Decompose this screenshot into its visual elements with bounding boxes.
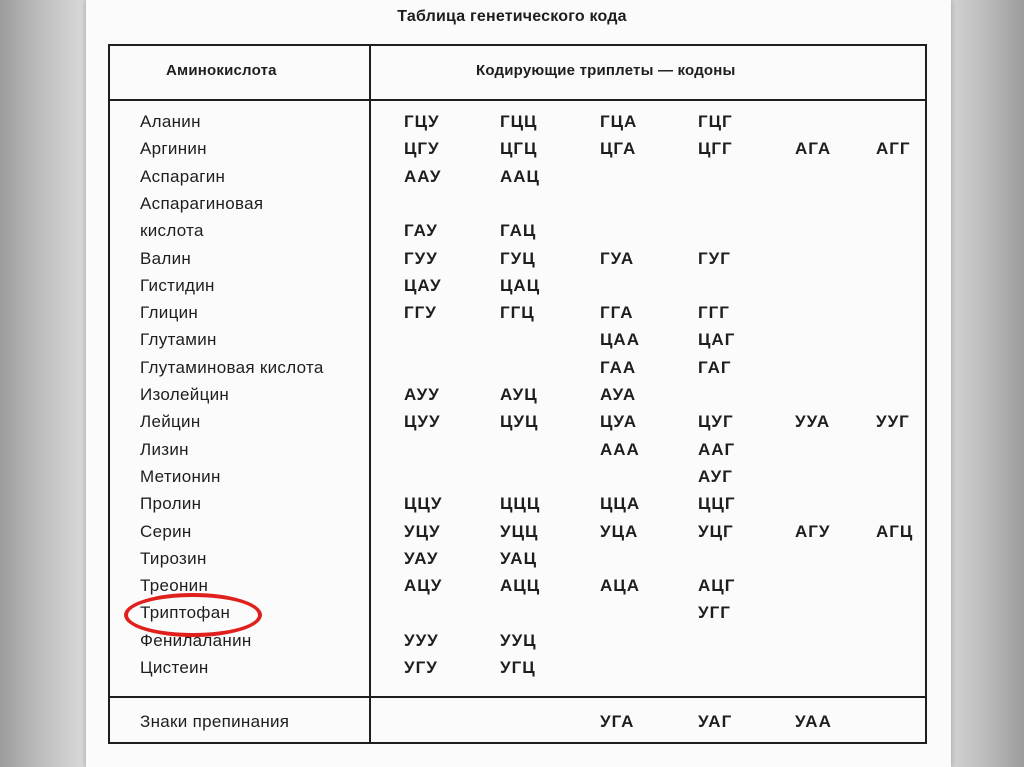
amino-acid-name: Глутаминовая кислота [140,357,324,377]
codon-cell: УУУ [404,630,439,650]
codon-cell: УЦГ [698,521,734,541]
codon-cell: ГАА [600,357,637,377]
codon-cell: ЦГГ [698,139,733,159]
codon-cell: ГГА [600,303,634,323]
stop-codon-cell: УАГ [698,712,733,731]
codon-cell: ГЦА [600,112,638,131]
amino-acid-name: Лизин [140,439,189,459]
codon-cell: АУЦ [500,385,538,404]
table-row [0,572,1024,599]
codon-cell: АЦГ [698,576,736,596]
codon-cell: ГЦЦ [500,112,538,131]
amino-acid-name: Глицин [140,303,199,323]
codon-cell: УУГ [876,412,910,432]
stop-codon-cell: УГА [600,712,635,731]
codon-cell: УУЦ [500,630,537,650]
codon-cell: ГЦГ [698,112,733,131]
codon-cell: АГА [795,139,832,159]
codon-cell: УГУ [404,658,438,677]
amino-acid-name: Цистеин [140,658,209,677]
codon-cell: АЦЦ [500,576,541,596]
codon-cell: УГЦ [500,658,536,677]
table-row [0,108,1024,135]
codon-cell: ААА [600,439,640,459]
codon-cell: ГУА [600,248,635,268]
codon-cell: ЦУЦ [500,412,539,432]
punctuation-label: Знаки препинания [140,712,290,731]
codon-cell: ГУУ [404,248,438,268]
codon-cell: УЦЦ [500,521,539,541]
codon-cell: ЦАА [600,330,640,350]
codon-cell: АГГ [876,139,911,159]
amino-acid-name: Пролин [140,494,202,514]
codon-cell: УЦА [600,521,639,541]
codon-cell: ЦАЦ [500,275,541,295]
amino-acid-name: Тирозин [140,548,207,568]
codon-cell: УАЦ [500,548,537,568]
amino-acid-name: Метионин [140,466,221,486]
punctuation-row [0,708,1024,735]
codon-cell: АУГ [698,466,733,486]
amino-acid-name: Аланин [140,112,201,131]
table-row [0,436,1024,463]
amino-acid-name: Треонин [140,576,209,596]
codon-cell: АУА [600,385,637,404]
amino-acid-name: Триптофан [140,603,231,623]
amino-acid-name: Аргинин [140,139,207,159]
highlight-circle [124,593,262,637]
table-row [0,518,1024,545]
codon-cell: ЦЦА [600,494,641,514]
table-row [0,163,1024,190]
amino-acid-name: Изолейцин [140,385,230,404]
amino-acid-name: Серин [140,521,192,541]
codon-cell: УЦУ [404,521,441,541]
codon-cell: УГГ [698,603,731,623]
table-row [0,654,1024,681]
stop-codon-cell: УАА [795,712,832,731]
table-row [0,190,1024,217]
table-row [0,490,1024,517]
codon-cell: ЦАУ [404,275,442,295]
column-header-codons: Кодирующие триплеты — кодоны [476,62,736,79]
codon-cell: ЦЦУ [404,494,443,514]
table-row [0,545,1024,572]
page-title: Таблица генетического кода [397,8,627,25]
codon-cell: ГГУ [404,303,437,323]
amino-acid-name: Валин [140,248,192,268]
codon-cell: ГАГ [698,357,732,377]
codon-cell: ГУГ [698,248,731,268]
footer-divider [108,696,927,698]
codon-cell: АЦУ [404,576,443,596]
table-row [0,354,1024,381]
amino-acid-name: Глутамин [140,330,217,350]
table-row [0,217,1024,244]
codon-cell: ААЦ [500,166,540,186]
amino-acid-name: Аспарагин [140,166,226,186]
codon-cell: ЦГЦ [500,139,538,159]
codon-cell: АЦА [600,576,640,596]
column-header-amino-acid: Аминокислота [166,62,277,79]
codon-cell: ЦАГ [698,330,736,350]
table-row [0,272,1024,299]
codon-cell: ЦГА [600,139,637,159]
codon-cell: ЦУА [600,412,637,432]
amino-acid-name: Лейцин [140,412,201,432]
table-row [0,381,1024,408]
codon-cell: АГУ [795,521,831,541]
codon-cell: ЦГУ [404,139,440,159]
codon-cell: ГАУ [404,221,438,241]
codon-cell: ЦЦЦ [500,494,541,514]
amino-acid-name: кислота [140,221,204,241]
codon-cell: ГЦУ [404,112,440,131]
table-row [0,245,1024,272]
table-row [0,299,1024,326]
amino-acid-name: Гистидин [140,275,215,295]
codon-cell: АУУ [404,385,440,404]
codon-cell: ГГГ [698,303,730,323]
codon-cell: ААГ [698,439,736,459]
codon-cell: УУА [795,412,831,432]
table-row [0,408,1024,435]
table-row [0,326,1024,353]
codon-cell: ГУЦ [500,248,536,268]
amino-acid-name: Аспарагиновая [140,193,264,213]
header-divider [108,99,927,101]
amino-acid-name: Фенилаланин [140,630,252,650]
codon-cell: ЦУГ [698,412,734,432]
table-row [0,135,1024,162]
codon-cell: ААУ [404,166,442,186]
table-row [0,463,1024,490]
codon-cell: УАУ [404,548,439,568]
codon-cell: ЦУУ [404,412,441,432]
codon-cell: ГГЦ [500,303,535,323]
codon-cell: ГАЦ [500,221,537,241]
codon-cell: ЦЦГ [698,494,736,514]
codon-cell: АГЦ [876,521,914,541]
